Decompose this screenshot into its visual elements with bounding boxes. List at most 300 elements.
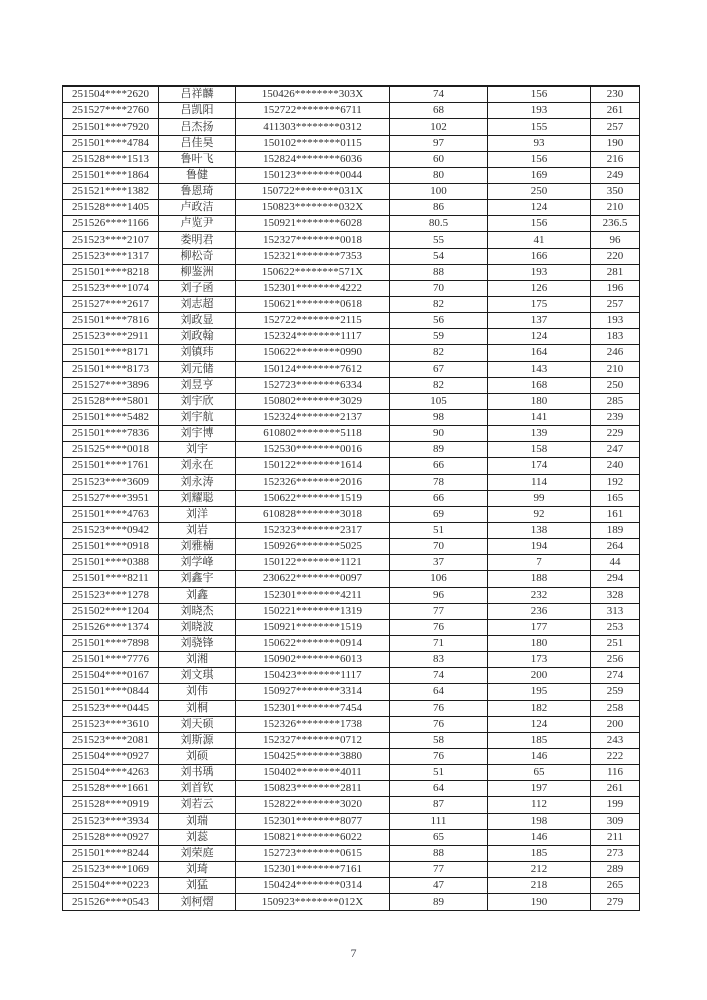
total-score-cell: 328 bbox=[591, 587, 640, 603]
score1-cell: 66 bbox=[390, 458, 488, 474]
total-score-cell: 289 bbox=[591, 861, 640, 877]
score2-cell: 99 bbox=[488, 490, 591, 506]
score2-cell: 236 bbox=[488, 603, 591, 619]
score2-cell: 212 bbox=[488, 861, 591, 877]
score2-cell: 137 bbox=[488, 313, 591, 329]
id-number-cell: 150423********1117 bbox=[236, 668, 390, 684]
total-score-cell: 273 bbox=[591, 845, 640, 861]
score1-cell: 78 bbox=[390, 474, 488, 490]
score1-cell: 74 bbox=[390, 86, 488, 103]
score1-cell: 89 bbox=[390, 442, 488, 458]
name-cell: 刘首钦 bbox=[159, 781, 236, 797]
score2-cell: 139 bbox=[488, 426, 591, 442]
score1-cell: 100 bbox=[390, 184, 488, 200]
name-cell: 刘昱亨 bbox=[159, 377, 236, 393]
score1-cell: 88 bbox=[390, 264, 488, 280]
table-row bbox=[63, 587, 640, 603]
total-score-cell: 229 bbox=[591, 426, 640, 442]
exam-number-cell: 251523****1074 bbox=[63, 280, 159, 296]
score1-cell: 66 bbox=[390, 490, 488, 506]
total-score-cell: 96 bbox=[591, 232, 640, 248]
name-cell: 卢政洁 bbox=[159, 200, 236, 216]
table-row bbox=[63, 167, 640, 183]
table-row bbox=[63, 426, 640, 442]
score2-cell: 93 bbox=[488, 135, 591, 151]
score1-cell: 105 bbox=[390, 393, 488, 409]
score2-cell: 182 bbox=[488, 700, 591, 716]
score2-cell: 146 bbox=[488, 829, 591, 845]
name-cell: 刘晓杰 bbox=[159, 603, 236, 619]
exam-number-cell: 251523****1069 bbox=[63, 861, 159, 877]
score1-cell: 96 bbox=[390, 587, 488, 603]
name-cell: 刘宇博 bbox=[159, 426, 236, 442]
score1-cell: 71 bbox=[390, 635, 488, 651]
id-number-cell: 610828********3018 bbox=[236, 506, 390, 522]
exam-number-cell: 251501****7776 bbox=[63, 652, 159, 668]
table-row bbox=[63, 216, 640, 232]
exam-number-cell: 251523****3610 bbox=[63, 716, 159, 732]
total-score-cell: 251 bbox=[591, 635, 640, 651]
score1-cell: 60 bbox=[390, 151, 488, 167]
total-score-cell: 279 bbox=[591, 894, 640, 911]
id-number-cell: 152326********2016 bbox=[236, 474, 390, 490]
score1-cell: 59 bbox=[390, 329, 488, 345]
exam-number-cell: 251527****3951 bbox=[63, 490, 159, 506]
exam-number-cell: 251528****1661 bbox=[63, 781, 159, 797]
score1-cell: 64 bbox=[390, 684, 488, 700]
id-number-cell: 152301********8077 bbox=[236, 813, 390, 829]
name-cell: 刘鑫宇 bbox=[159, 571, 236, 587]
id-number-cell: 150902********6013 bbox=[236, 652, 390, 668]
score2-cell: 156 bbox=[488, 216, 591, 232]
total-score-cell: 246 bbox=[591, 345, 640, 361]
score2-cell: 197 bbox=[488, 781, 591, 797]
score1-cell: 76 bbox=[390, 700, 488, 716]
id-number-cell: 152327********0712 bbox=[236, 732, 390, 748]
total-score-cell: 189 bbox=[591, 522, 640, 538]
id-number-cell: 230622********0097 bbox=[236, 571, 390, 587]
table-row bbox=[63, 264, 640, 280]
total-score-cell: 313 bbox=[591, 603, 640, 619]
name-cell: 吕祥麟 bbox=[159, 86, 236, 103]
name-cell: 刘学峰 bbox=[159, 555, 236, 571]
id-number-cell: 152301********4222 bbox=[236, 280, 390, 296]
name-cell: 刘晓波 bbox=[159, 619, 236, 635]
id-number-cell: 150124********7612 bbox=[236, 361, 390, 377]
exam-number-cell: 251523****1278 bbox=[63, 587, 159, 603]
exam-number-cell: 251501****8211 bbox=[63, 571, 159, 587]
id-number-cell: 152722********2115 bbox=[236, 313, 390, 329]
exam-number-cell: 251528****1405 bbox=[63, 200, 159, 216]
name-cell: 刘宇欣 bbox=[159, 393, 236, 409]
table-row bbox=[63, 313, 640, 329]
total-score-cell: 222 bbox=[591, 748, 640, 764]
exam-number-cell: 251502****1204 bbox=[63, 603, 159, 619]
total-score-cell: 193 bbox=[591, 313, 640, 329]
id-number-cell: 152301********7161 bbox=[236, 861, 390, 877]
name-cell: 刘柯熠 bbox=[159, 894, 236, 911]
score2-cell: 7 bbox=[488, 555, 591, 571]
id-number-cell: 150402********4011 bbox=[236, 765, 390, 781]
page-number: 7 bbox=[350, 946, 357, 960]
table-row bbox=[63, 765, 640, 781]
exam-number-cell: 251504****0927 bbox=[63, 748, 159, 764]
score1-cell: 80.5 bbox=[390, 216, 488, 232]
score2-cell: 65 bbox=[488, 765, 591, 781]
table-row bbox=[63, 377, 640, 393]
name-cell: 刘宇 bbox=[159, 442, 236, 458]
name-cell: 刘子函 bbox=[159, 280, 236, 296]
score1-cell: 64 bbox=[390, 781, 488, 797]
total-score-cell: 192 bbox=[591, 474, 640, 490]
table-row bbox=[63, 280, 640, 296]
score2-cell: 164 bbox=[488, 345, 591, 361]
name-cell: 刘荣庭 bbox=[159, 845, 236, 861]
score2-cell: 124 bbox=[488, 200, 591, 216]
id-number-cell: 150722********031X bbox=[236, 184, 390, 200]
name-cell: 鲁恩琦 bbox=[159, 184, 236, 200]
table-row bbox=[63, 781, 640, 797]
name-cell: 娄明君 bbox=[159, 232, 236, 248]
name-cell: 刘桐 bbox=[159, 700, 236, 716]
score1-cell: 65 bbox=[390, 829, 488, 845]
score1-cell: 68 bbox=[390, 103, 488, 119]
id-number-cell: 150425********3880 bbox=[236, 748, 390, 764]
name-cell: 刘永在 bbox=[159, 458, 236, 474]
id-number-cell: 150622********1519 bbox=[236, 490, 390, 506]
name-cell: 刘宇航 bbox=[159, 409, 236, 425]
exam-number-cell: 251501****7920 bbox=[63, 119, 159, 135]
score1-cell: 67 bbox=[390, 361, 488, 377]
score1-cell: 76 bbox=[390, 619, 488, 635]
table-row bbox=[63, 522, 640, 538]
id-number-cell: 150102********0115 bbox=[236, 135, 390, 151]
score1-cell: 77 bbox=[390, 861, 488, 877]
id-number-cell: 150123********0044 bbox=[236, 167, 390, 183]
table-row bbox=[63, 684, 640, 700]
id-number-cell: 150823********032X bbox=[236, 200, 390, 216]
table-row bbox=[63, 813, 640, 829]
id-number-cell: 150424********0314 bbox=[236, 878, 390, 894]
exam-number-cell: 251501****1761 bbox=[63, 458, 159, 474]
total-score-cell: 220 bbox=[591, 248, 640, 264]
name-cell: 刘鑫 bbox=[159, 587, 236, 603]
table-row bbox=[63, 619, 640, 635]
table-row bbox=[63, 200, 640, 216]
exam-number-cell: 251528****0927 bbox=[63, 829, 159, 845]
table-row bbox=[63, 361, 640, 377]
score2-cell: 124 bbox=[488, 329, 591, 345]
score1-cell: 87 bbox=[390, 797, 488, 813]
score2-cell: 173 bbox=[488, 652, 591, 668]
exam-number-cell: 251501****0388 bbox=[63, 555, 159, 571]
total-score-cell: 256 bbox=[591, 652, 640, 668]
name-cell: 刘琦 bbox=[159, 861, 236, 877]
score1-cell: 106 bbox=[390, 571, 488, 587]
total-score-cell: 239 bbox=[591, 409, 640, 425]
exam-number-cell: 251523****1317 bbox=[63, 248, 159, 264]
score2-cell: 250 bbox=[488, 184, 591, 200]
table-row bbox=[63, 184, 640, 200]
score2-cell: 175 bbox=[488, 297, 591, 313]
score2-cell: 141 bbox=[488, 409, 591, 425]
exam-number-cell: 251501****8171 bbox=[63, 345, 159, 361]
score2-cell: 156 bbox=[488, 86, 591, 103]
table-row bbox=[63, 652, 640, 668]
id-number-cell: 150621********0618 bbox=[236, 297, 390, 313]
total-score-cell: 285 bbox=[591, 393, 640, 409]
exam-number-cell: 251501****5482 bbox=[63, 409, 159, 425]
total-score-cell: 210 bbox=[591, 361, 640, 377]
exam-number-cell: 251504****4263 bbox=[63, 765, 159, 781]
name-cell: 刘元储 bbox=[159, 361, 236, 377]
score1-cell: 97 bbox=[390, 135, 488, 151]
total-score-cell: 243 bbox=[591, 732, 640, 748]
id-number-cell: 150221********1319 bbox=[236, 603, 390, 619]
score1-cell: 88 bbox=[390, 845, 488, 861]
name-cell: 鲁叶飞 bbox=[159, 151, 236, 167]
score2-cell: 168 bbox=[488, 377, 591, 393]
score2-cell: 41 bbox=[488, 232, 591, 248]
score2-cell: 177 bbox=[488, 619, 591, 635]
name-cell: 刘蕊 bbox=[159, 829, 236, 845]
score2-cell: 232 bbox=[488, 587, 591, 603]
score2-cell: 156 bbox=[488, 151, 591, 167]
name-cell: 刘猛 bbox=[159, 878, 236, 894]
total-score-cell: 190 bbox=[591, 135, 640, 151]
name-cell: 刘政显 bbox=[159, 313, 236, 329]
exam-number-cell: 251521****1382 bbox=[63, 184, 159, 200]
score2-cell: 193 bbox=[488, 103, 591, 119]
total-score-cell: 200 bbox=[591, 716, 640, 732]
total-score-cell: 257 bbox=[591, 297, 640, 313]
exam-number-cell: 251501****7816 bbox=[63, 313, 159, 329]
id-number-cell: 610802********5118 bbox=[236, 426, 390, 442]
name-cell: 刘书瑀 bbox=[159, 765, 236, 781]
id-number-cell: 152824********6036 bbox=[236, 151, 390, 167]
id-number-cell: 152327********0018 bbox=[236, 232, 390, 248]
total-score-cell: 247 bbox=[591, 442, 640, 458]
total-score-cell: 257 bbox=[591, 119, 640, 135]
id-number-cell: 150802********3029 bbox=[236, 393, 390, 409]
id-number-cell: 152301********4211 bbox=[236, 587, 390, 603]
name-cell: 柳鉴洲 bbox=[159, 264, 236, 280]
name-cell: 刘永涛 bbox=[159, 474, 236, 490]
score2-cell: 166 bbox=[488, 248, 591, 264]
exam-number-cell: 251523****0942 bbox=[63, 522, 159, 538]
table-row bbox=[63, 103, 640, 119]
name-cell: 鲁健 bbox=[159, 167, 236, 183]
table-row bbox=[63, 748, 640, 764]
score1-cell: 80 bbox=[390, 167, 488, 183]
score1-cell: 70 bbox=[390, 539, 488, 555]
name-cell: 柳松奇 bbox=[159, 248, 236, 264]
score2-cell: 92 bbox=[488, 506, 591, 522]
total-score-cell: 240 bbox=[591, 458, 640, 474]
exam-number-cell: 251526****1166 bbox=[63, 216, 159, 232]
exam-number-cell: 251528****0919 bbox=[63, 797, 159, 813]
score2-cell: 114 bbox=[488, 474, 591, 490]
score2-cell: 180 bbox=[488, 635, 591, 651]
id-number-cell: 150921********1519 bbox=[236, 619, 390, 635]
id-number-cell: 152301********7454 bbox=[236, 700, 390, 716]
table-row bbox=[63, 409, 640, 425]
name-cell: 吕凯阳 bbox=[159, 103, 236, 119]
table-row bbox=[63, 393, 640, 409]
id-number-cell: 152530********0016 bbox=[236, 442, 390, 458]
name-cell: 刘硕 bbox=[159, 748, 236, 764]
score1-cell: 82 bbox=[390, 297, 488, 313]
score2-cell: 126 bbox=[488, 280, 591, 296]
score1-cell: 76 bbox=[390, 716, 488, 732]
total-score-cell: 116 bbox=[591, 765, 640, 781]
name-cell: 刘若云 bbox=[159, 797, 236, 813]
exam-number-cell: 251501****7898 bbox=[63, 635, 159, 651]
score2-cell: 138 bbox=[488, 522, 591, 538]
table-row bbox=[63, 506, 640, 522]
table-row bbox=[63, 845, 640, 861]
score1-cell: 37 bbox=[390, 555, 488, 571]
total-score-cell: 211 bbox=[591, 829, 640, 845]
score1-cell: 82 bbox=[390, 345, 488, 361]
table-row bbox=[63, 603, 640, 619]
table-row bbox=[63, 490, 640, 506]
id-number-cell: 150426********303X bbox=[236, 86, 390, 103]
table-row bbox=[63, 442, 640, 458]
exam-number-cell: 251501****4784 bbox=[63, 135, 159, 151]
id-number-cell: 150823********2811 bbox=[236, 781, 390, 797]
table-row bbox=[63, 732, 640, 748]
exam-number-cell: 251523****3609 bbox=[63, 474, 159, 490]
id-number-cell: 411303********0312 bbox=[236, 119, 390, 135]
exam-number-cell: 251528****5801 bbox=[63, 393, 159, 409]
exam-number-cell: 251501****7836 bbox=[63, 426, 159, 442]
id-number-cell: 152723********6334 bbox=[236, 377, 390, 393]
exam-number-cell: 251526****1374 bbox=[63, 619, 159, 635]
total-score-cell: 258 bbox=[591, 700, 640, 716]
total-score-cell: 183 bbox=[591, 329, 640, 345]
score1-cell: 55 bbox=[390, 232, 488, 248]
exam-number-cell: 251523****3934 bbox=[63, 813, 159, 829]
table-row bbox=[63, 474, 640, 490]
exam-number-cell: 251528****1513 bbox=[63, 151, 159, 167]
id-number-cell: 152323********2317 bbox=[236, 522, 390, 538]
name-cell: 刘湘 bbox=[159, 652, 236, 668]
total-score-cell: 265 bbox=[591, 878, 640, 894]
id-number-cell: 150926********5025 bbox=[236, 539, 390, 555]
name-cell: 卢览尹 bbox=[159, 216, 236, 232]
score1-cell: 86 bbox=[390, 200, 488, 216]
score1-cell: 82 bbox=[390, 377, 488, 393]
table-row bbox=[63, 539, 640, 555]
total-score-cell: 253 bbox=[591, 619, 640, 635]
score1-cell: 51 bbox=[390, 765, 488, 781]
table-row bbox=[63, 345, 640, 361]
id-number-cell: 150122********1614 bbox=[236, 458, 390, 474]
name-cell: 刘雅楠 bbox=[159, 539, 236, 555]
name-cell: 刘斯源 bbox=[159, 732, 236, 748]
total-score-cell: 281 bbox=[591, 264, 640, 280]
id-number-cell: 152722********6711 bbox=[236, 103, 390, 119]
exam-number-cell: 251504****0167 bbox=[63, 668, 159, 684]
score1-cell: 56 bbox=[390, 313, 488, 329]
table-row bbox=[63, 700, 640, 716]
total-score-cell: 196 bbox=[591, 280, 640, 296]
exam-number-cell: 251501****0918 bbox=[63, 539, 159, 555]
score1-cell: 51 bbox=[390, 522, 488, 538]
score1-cell: 54 bbox=[390, 248, 488, 264]
results-table-body bbox=[63, 86, 640, 911]
id-number-cell: 152321********7353 bbox=[236, 248, 390, 264]
table-row bbox=[63, 894, 640, 911]
score1-cell: 98 bbox=[390, 409, 488, 425]
table-row bbox=[63, 329, 640, 345]
name-cell: 刘洋 bbox=[159, 506, 236, 522]
name-cell: 刘岩 bbox=[159, 522, 236, 538]
total-score-cell: 44 bbox=[591, 555, 640, 571]
exam-number-cell: 251501****8244 bbox=[63, 845, 159, 861]
total-score-cell: 230 bbox=[591, 86, 640, 103]
score1-cell: 76 bbox=[390, 748, 488, 764]
table-row bbox=[63, 829, 640, 845]
score2-cell: 218 bbox=[488, 878, 591, 894]
exam-number-cell: 251523****2107 bbox=[63, 232, 159, 248]
id-number-cell: 152326********1738 bbox=[236, 716, 390, 732]
name-cell: 刘骁锋 bbox=[159, 635, 236, 651]
total-score-cell: 210 bbox=[591, 200, 640, 216]
total-score-cell: 236.5 bbox=[591, 216, 640, 232]
score2-cell: 194 bbox=[488, 539, 591, 555]
score1-cell: 70 bbox=[390, 280, 488, 296]
score2-cell: 158 bbox=[488, 442, 591, 458]
id-number-cell: 150921********6028 bbox=[236, 216, 390, 232]
table-row bbox=[63, 571, 640, 587]
score2-cell: 146 bbox=[488, 748, 591, 764]
score2-cell: 143 bbox=[488, 361, 591, 377]
score1-cell: 83 bbox=[390, 652, 488, 668]
table-row bbox=[63, 878, 640, 894]
table-row bbox=[63, 716, 640, 732]
exam-number-cell: 251526****0543 bbox=[63, 894, 159, 911]
exam-number-cell: 251501****8218 bbox=[63, 264, 159, 280]
score2-cell: 200 bbox=[488, 668, 591, 684]
table-row bbox=[63, 119, 640, 135]
score2-cell: 190 bbox=[488, 894, 591, 911]
total-score-cell: 274 bbox=[591, 668, 640, 684]
score2-cell: 169 bbox=[488, 167, 591, 183]
exam-number-cell: 251527****3896 bbox=[63, 377, 159, 393]
name-cell: 吕佳昊 bbox=[159, 135, 236, 151]
total-score-cell: 309 bbox=[591, 813, 640, 829]
total-score-cell: 259 bbox=[591, 684, 640, 700]
id-number-cell: 150923********012X bbox=[236, 894, 390, 911]
table-row bbox=[63, 248, 640, 264]
score1-cell: 102 bbox=[390, 119, 488, 135]
total-score-cell: 264 bbox=[591, 539, 640, 555]
total-score-cell: 249 bbox=[591, 167, 640, 183]
name-cell: 刘瑞 bbox=[159, 813, 236, 829]
exam-number-cell: 251523****0445 bbox=[63, 700, 159, 716]
score1-cell: 58 bbox=[390, 732, 488, 748]
exam-number-cell: 251501****1864 bbox=[63, 167, 159, 183]
exam-number-cell: 251527****2617 bbox=[63, 297, 159, 313]
exam-number-cell: 251504****2620 bbox=[63, 86, 159, 103]
name-cell: 刘天硕 bbox=[159, 716, 236, 732]
name-cell: 刘政翰 bbox=[159, 329, 236, 345]
total-score-cell: 294 bbox=[591, 571, 640, 587]
table-row bbox=[63, 668, 640, 684]
exam-number-cell: 251525****0018 bbox=[63, 442, 159, 458]
